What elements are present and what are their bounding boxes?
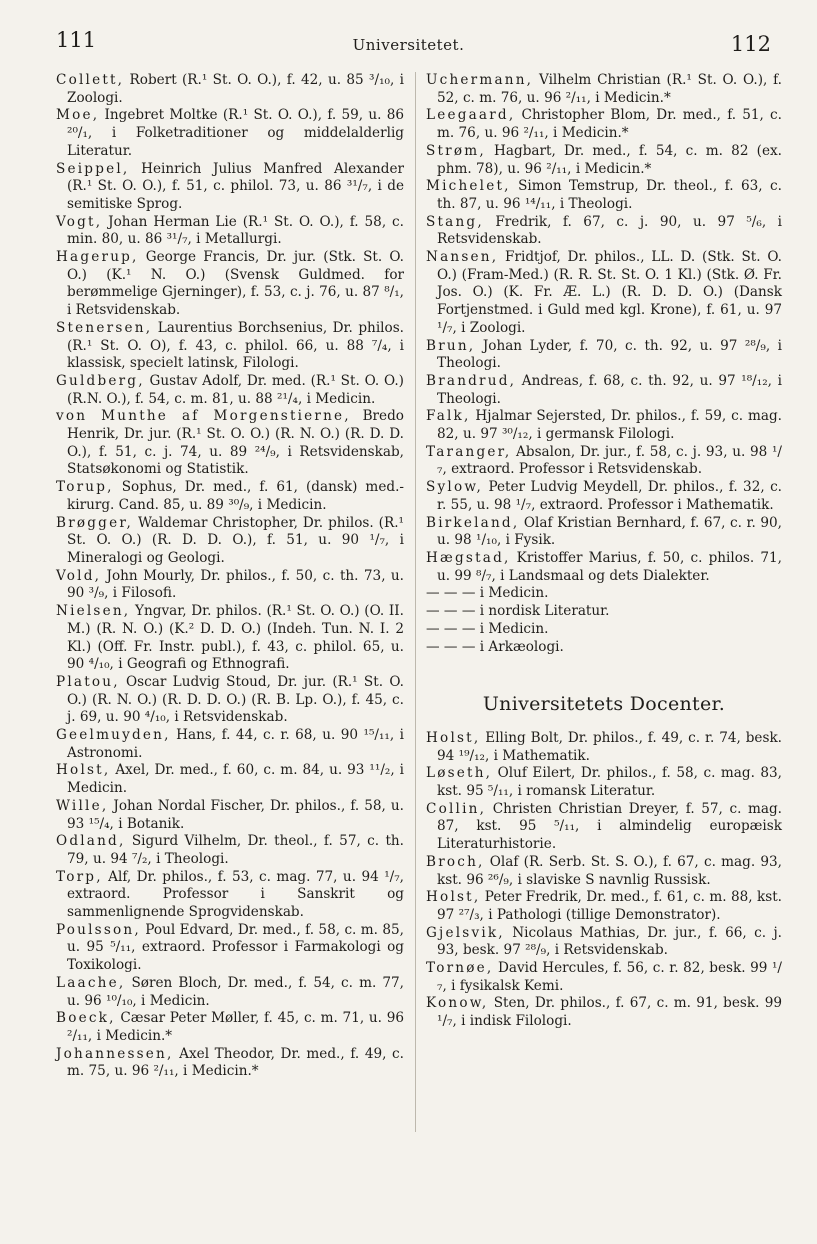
person-name: Torup, xyxy=(56,479,114,496)
list-entry xyxy=(426,639,782,657)
person-name: Brandrud, xyxy=(426,372,517,389)
person-name: Broch, xyxy=(426,853,485,870)
entry-details: Olaf Kristian Bernhard, f. 67, c. r. 90, u. 98 ¹/₁₀, i Fysik. xyxy=(437,514,782,549)
person-name: Taranger, xyxy=(426,443,512,460)
entry-details: Yngvar, Dr. philos. (R.¹ St. O. O.) (O. II. M.) (R. N. O.) (K.² D. D. O.) (Indeh. Tun. N. I. 2 Kl.) (Off. Fr. Instr. publ.), f. 43, c. philol. 65, u. 90 ⁴/₁₀, i Geografi og Ethnografi. xyxy=(67,603,404,673)
person-name: Tornøe, xyxy=(426,960,494,977)
entry-details: Alf, Dr. philos., f. 53, c. mag. 77, u. 94 ¹/₇, extraord. Professor i Sanskrit og sammenlignende Sprogvidenskab. xyxy=(67,868,404,921)
list-entry xyxy=(56,762,404,797)
list-entry xyxy=(56,373,404,408)
person-name: Strøm, xyxy=(426,142,486,159)
person-name: Holst, xyxy=(426,729,481,746)
entry-details: Hjalmar Sejersted, Dr. philos., f. 59, c. mag. 82, u. 97 ³⁰/₁₂, i germansk Filologi. xyxy=(437,408,782,443)
entry-details: Elling Bolt, Dr. philos., f. 49, c. r. 74, besk. 94 ¹⁹/₁₂, i Mathematik. xyxy=(437,729,782,764)
list-entry xyxy=(56,727,404,762)
list-entry xyxy=(56,975,404,1010)
entry-details: Vilhelm Christian (R.¹ St. O. O.), f. 52, c. m. 76, u. 96 ²/₁₁, i Medicin.* xyxy=(437,72,782,106)
entry-details: Sophus, Dr. med., f. 61, (dansk) med.-kirurg. Cand. 85, u. 89 ³⁰/₉, i Medicin. xyxy=(67,479,404,513)
entry-details: Sten, Dr. philos., f. 67, c. m. 91, besk. 99 ¹/₇, i indisk Filologi. xyxy=(437,995,782,1030)
person-name: Gjelsvik, xyxy=(426,924,505,941)
person-name: Brun, xyxy=(426,337,476,354)
person-name: Holst, xyxy=(56,762,111,779)
professor-list-continued xyxy=(426,72,782,656)
entry-details: Peter Fredrik, Dr. med., f. 61, c. m. 88, kst. 97 ²⁷/₃, i Pathologi (tillige Demonstrator). xyxy=(437,889,782,923)
running-title: Universitetet. xyxy=(352,36,465,54)
entry-details: Bredo Henrik, Dr. jur. (R.¹ St. O. O.) (R. N. O.) (R. D. D. O.), f. 51, c. j. 74, u. 89 ²⁴/₉, i Retsvidenskab, Statsøkonomi og Statistik. xyxy=(67,408,404,478)
entry-details: John Mourly, Dr. philos., f. 50, c. th. 73, u. 90 ³/₉, i Filosofi. xyxy=(67,567,404,602)
entry-details: Gustav Adolf, Dr. med. (R.¹ St. O. O.) (R.N. O.), f. 54, c. m. 81, u. 88 ²¹/₄, i Medicin. xyxy=(67,372,404,407)
person-name: Collin, xyxy=(426,800,487,817)
list-entry xyxy=(426,72,782,107)
person-name: Sylow, xyxy=(426,479,484,496)
entry-details: Hans, f. 44, c. r. 68, u. 90 ¹⁵/₁₁, i Astronomi. xyxy=(67,727,404,761)
list-entry xyxy=(426,925,782,960)
entry-details: Waldemar Christopher, Dr. philos. (R.¹ St. O. O.) (R. D. D. O.), f. 51, u. 90 ¹/₇, i Mineralogi og Geologi. xyxy=(67,514,404,566)
entry-details: David Hercules, f. 56, c. r. 82, besk. 99 ¹/₇, i fysikalsk Kemi. xyxy=(437,960,782,994)
list-entry xyxy=(426,550,782,585)
person-name: Torp, xyxy=(56,868,103,885)
entry-details: Johan Herman Lie (R.¹ St. O. O.), f. 58, c. min. 80, u. 86 ³¹/₇, i Metallurgi. xyxy=(67,213,404,248)
entry-details: Oluf Eilert, Dr. philos., f. 58, c. mag. 83, kst. 95 ⁵/₁₁, i romansk Literatur. xyxy=(437,765,782,800)
list-entry xyxy=(56,320,404,373)
person-name: Poulsson, xyxy=(56,921,141,938)
entry-details: — — — i Arkæologi. xyxy=(426,638,564,655)
person-name: Laache, xyxy=(56,974,126,991)
person-name: Vogt, xyxy=(56,213,103,230)
entry-details: Johan Lyder, f. 70, c. th. 92, u. 97 ²⁸/₉, i Theologi. xyxy=(437,337,782,372)
list-entry xyxy=(56,674,404,727)
entry-details: Absalon, Dr. jur., f. 58, c. j. 93, u. 98 ¹/₇, extraord. Professor i Retsvidenskab. xyxy=(437,443,782,478)
person-name: Moe, xyxy=(56,107,100,124)
entry-details: Ingebret Moltke (R.¹ St. O. O.), f. 59, u. 86 ²⁰/₁, i Folketraditioner og middelalderlig Literatur. xyxy=(67,107,404,159)
list-entry xyxy=(56,869,404,922)
person-name: Holst, xyxy=(426,889,481,906)
entry-details: — — — i Medicin. xyxy=(426,585,549,602)
list-entry xyxy=(56,603,404,674)
list-entry xyxy=(56,568,404,603)
section-title: Universitetets Docenter. xyxy=(482,693,726,716)
list-entry xyxy=(56,214,404,249)
list-entry xyxy=(426,515,782,550)
list-entry xyxy=(426,107,782,142)
entry-details: Andreas, f. 68, c. th. 92, u. 97 ¹⁸/₁₂, i Theologi. xyxy=(437,372,782,407)
person-name: Collett, xyxy=(56,72,125,88)
list-entry xyxy=(426,214,782,249)
entry-details: Olaf (R. Serb. St. S. O.), f. 67, c. mag. 93, kst. 96 ²⁶/₉, i slaviske S navnlig Russisk. xyxy=(437,853,782,888)
list-entry xyxy=(426,730,782,765)
list-entry xyxy=(426,995,782,1030)
entry-details: Laurentius Borchsenius, Dr. philos. (R.¹ St. O. O), f. 43, c. philol. 66, u. 88 ⁷/₄, i klassisk, specielt latinsk, Filologi. xyxy=(67,319,404,372)
person-name: Boeck, xyxy=(56,1010,116,1027)
entry-details: Sigurd Vilhelm, Dr. theol., f. 57, c. th. 79, u. 94 ⁷/₂, i Theologi. xyxy=(67,833,404,867)
entry-details: Poul Edvard, Dr. med., f. 58, c. m. 85, u. 95 ⁵/₁₁, extraord. Professor i Farmakologi og Toxikologi. xyxy=(67,921,404,974)
entry-details: — — — i nordisk Literatur. xyxy=(426,603,610,620)
list-entry xyxy=(426,143,782,178)
entry-details: Oscar Ludvig Stoud, Dr. jur. (R.¹ St. O. O.) (R. N. O.) (R. D. D. O.) (R. B. Lp. O.), f. 45, c. j. 69, u. 90 ⁴/₁₀, i Retsvidenskab. xyxy=(67,673,404,726)
person-name: Stenersen, xyxy=(56,319,153,336)
page-header xyxy=(0,28,817,68)
list-entry xyxy=(426,621,782,639)
list-entry xyxy=(426,338,782,373)
docent-list xyxy=(426,730,782,1031)
entry-details: Hagbart, Dr. med., f. 54, c. m. 82 (ex. phm. 78), u. 96 ²/₁₁, i Medicin.* xyxy=(437,142,782,177)
person-name: Leegaard, xyxy=(426,107,516,124)
entry-details: Christopher Blom, Dr. med., f. 51, c. m. 76, u. 96 ²/₁₁, i Medicin.* xyxy=(437,107,782,142)
list-entry xyxy=(56,479,404,514)
entry-details: Axel, Dr. med., f. 60, c. m. 84, u. 93 ¹¹/₂, i Medicin. xyxy=(67,762,404,797)
list-entry xyxy=(426,889,782,924)
list-entry xyxy=(56,408,404,479)
person-name: Guldberg, xyxy=(56,372,145,389)
person-name: Seippel, xyxy=(56,160,130,177)
list-entry xyxy=(56,1046,404,1081)
page-number-right: 112 xyxy=(730,32,771,56)
entry-details: Robert (R.¹ St. O. O.), f. 42, u. 85 ³/₁₀, i Zoologi. xyxy=(67,72,404,106)
list-entry xyxy=(426,801,782,854)
entry-details: Kristoffer Marius, f. 50, c. philos. 71, u. 99 ⁸/₇, i Landsmaal og dets Dialekter. xyxy=(437,549,782,584)
entry-details: Søren Bloch, Dr. med., f. 54, c. m. 77, u. 96 ¹⁰/₁₀, i Medicin. xyxy=(67,974,404,1009)
person-name: Johannessen, xyxy=(56,1045,174,1062)
list-entry xyxy=(426,178,782,213)
person-name: Nansen, xyxy=(426,249,499,266)
list-entry xyxy=(426,960,782,995)
list-entry xyxy=(56,798,404,833)
column-divider xyxy=(415,72,416,1132)
entry-details: Simon Temstrup, Dr. theol., f. 63, c. th. 87, u. 96 ¹⁴/₁₁, i Theologi. xyxy=(437,178,782,212)
page-number-left: 111 xyxy=(56,28,97,52)
person-name: Odland, xyxy=(56,833,126,850)
list-entry xyxy=(426,854,782,889)
list-entry xyxy=(426,249,782,338)
list-entry xyxy=(426,479,782,514)
list-entry xyxy=(426,765,782,800)
person-name: Uchermann, xyxy=(426,72,534,88)
person-name: von Munthe af Morgenstierne, xyxy=(56,408,351,425)
person-name: Birkeland, xyxy=(426,514,520,531)
list-entry xyxy=(56,249,404,320)
entry-details: Cæsar Peter Møller, f. 45, c. m. 71, u. 96 ²/₁₁, i Medicin.* xyxy=(67,1010,404,1044)
person-name: Falk, xyxy=(426,408,471,425)
list-entry xyxy=(56,922,404,975)
entry-details: Heinrich Julius Manfred Alexander (R.¹ St. O. O.), f. 51, c. philol. 73, u. 86 ³¹/₇, i de semitiske Sprog. xyxy=(67,160,404,212)
right-column xyxy=(426,72,782,1031)
list-entry xyxy=(56,515,404,568)
list-entry xyxy=(56,1010,404,1045)
list-entry xyxy=(426,408,782,443)
person-name: Nielsen, xyxy=(56,603,131,620)
list-entry xyxy=(426,444,782,479)
entry-details: Fridtjof, Dr. philos., LL. D. (Stk. St. O. O.) (Fram-Med.) (R. R. St. St. O. 1 Kl.) (Stk. Ø. Fr. Jos. O.) (K. Fr. Æ. L.) (R. D. D. O.) (Dansk Fortjenstmed. i Guld med kgl. Krone), f. 61, u. 97 ¹/₇, i Zoologi. xyxy=(437,249,782,336)
list-entry xyxy=(56,161,404,214)
entry-details: Christen Christian Dreyer, f. 57, c. mag. 87, kst. 95 ⁵/₁₁, i almindelig europæisk Literaturhistorie. xyxy=(437,800,782,853)
person-name: Konow, xyxy=(426,995,489,1012)
person-name: Geelmuyden, xyxy=(56,727,171,744)
entry-details: Nicolaus Mathias, Dr. jur., f. 66, c. j. 93, besk. 97 ²⁸/₉, i Retsvidenskab. xyxy=(437,924,782,959)
person-name: Stang, xyxy=(426,213,484,230)
entry-details: — — — i Medicin. xyxy=(426,620,549,637)
entry-details: Johan Nordal Fischer, Dr. philos., f. 58, u. 93 ¹⁵/₄, i Botanik. xyxy=(67,797,404,832)
person-name: Platou, xyxy=(56,673,120,690)
person-name: Michelet, xyxy=(426,178,511,195)
person-name: Wille, xyxy=(56,797,109,814)
person-name: Brøgger, xyxy=(56,514,134,531)
entry-details: Peter Ludvig Meydell, Dr. philos., f. 32, c. r. 55, u. 98 ¹/₇, extraord. Professor i Mathematik. xyxy=(437,479,782,513)
list-entry xyxy=(56,72,404,107)
person-name: Hagerup, xyxy=(56,249,139,266)
list-entry xyxy=(56,107,404,160)
list-entry xyxy=(426,585,782,603)
person-name: Hægstad, xyxy=(426,549,511,566)
entry-details: Axel Theodor, Dr. med., f. 49, c. m. 75, u. 96 ²/₁₁, i Medicin.* xyxy=(67,1045,404,1080)
entry-details: George Francis, Dr. jur. (Stk. St. O. O.) (K.¹ N. O.) (Svensk Guldmed. for berømmelige Gjerninger), f. 53, c. j. 76, u. 87 ⁸/₁, i Retsvidenskab. xyxy=(67,249,404,319)
left-column xyxy=(56,72,404,1081)
list-entry xyxy=(56,833,404,868)
person-name: Løseth, xyxy=(426,765,493,782)
person-name: Vold, xyxy=(56,567,102,584)
entry-details: Fredrik, f. 67, c. j. 90, u. 97 ⁵/₆, i Retsvidenskab. xyxy=(437,213,782,248)
list-entry xyxy=(426,373,782,408)
list-entry xyxy=(426,603,782,621)
